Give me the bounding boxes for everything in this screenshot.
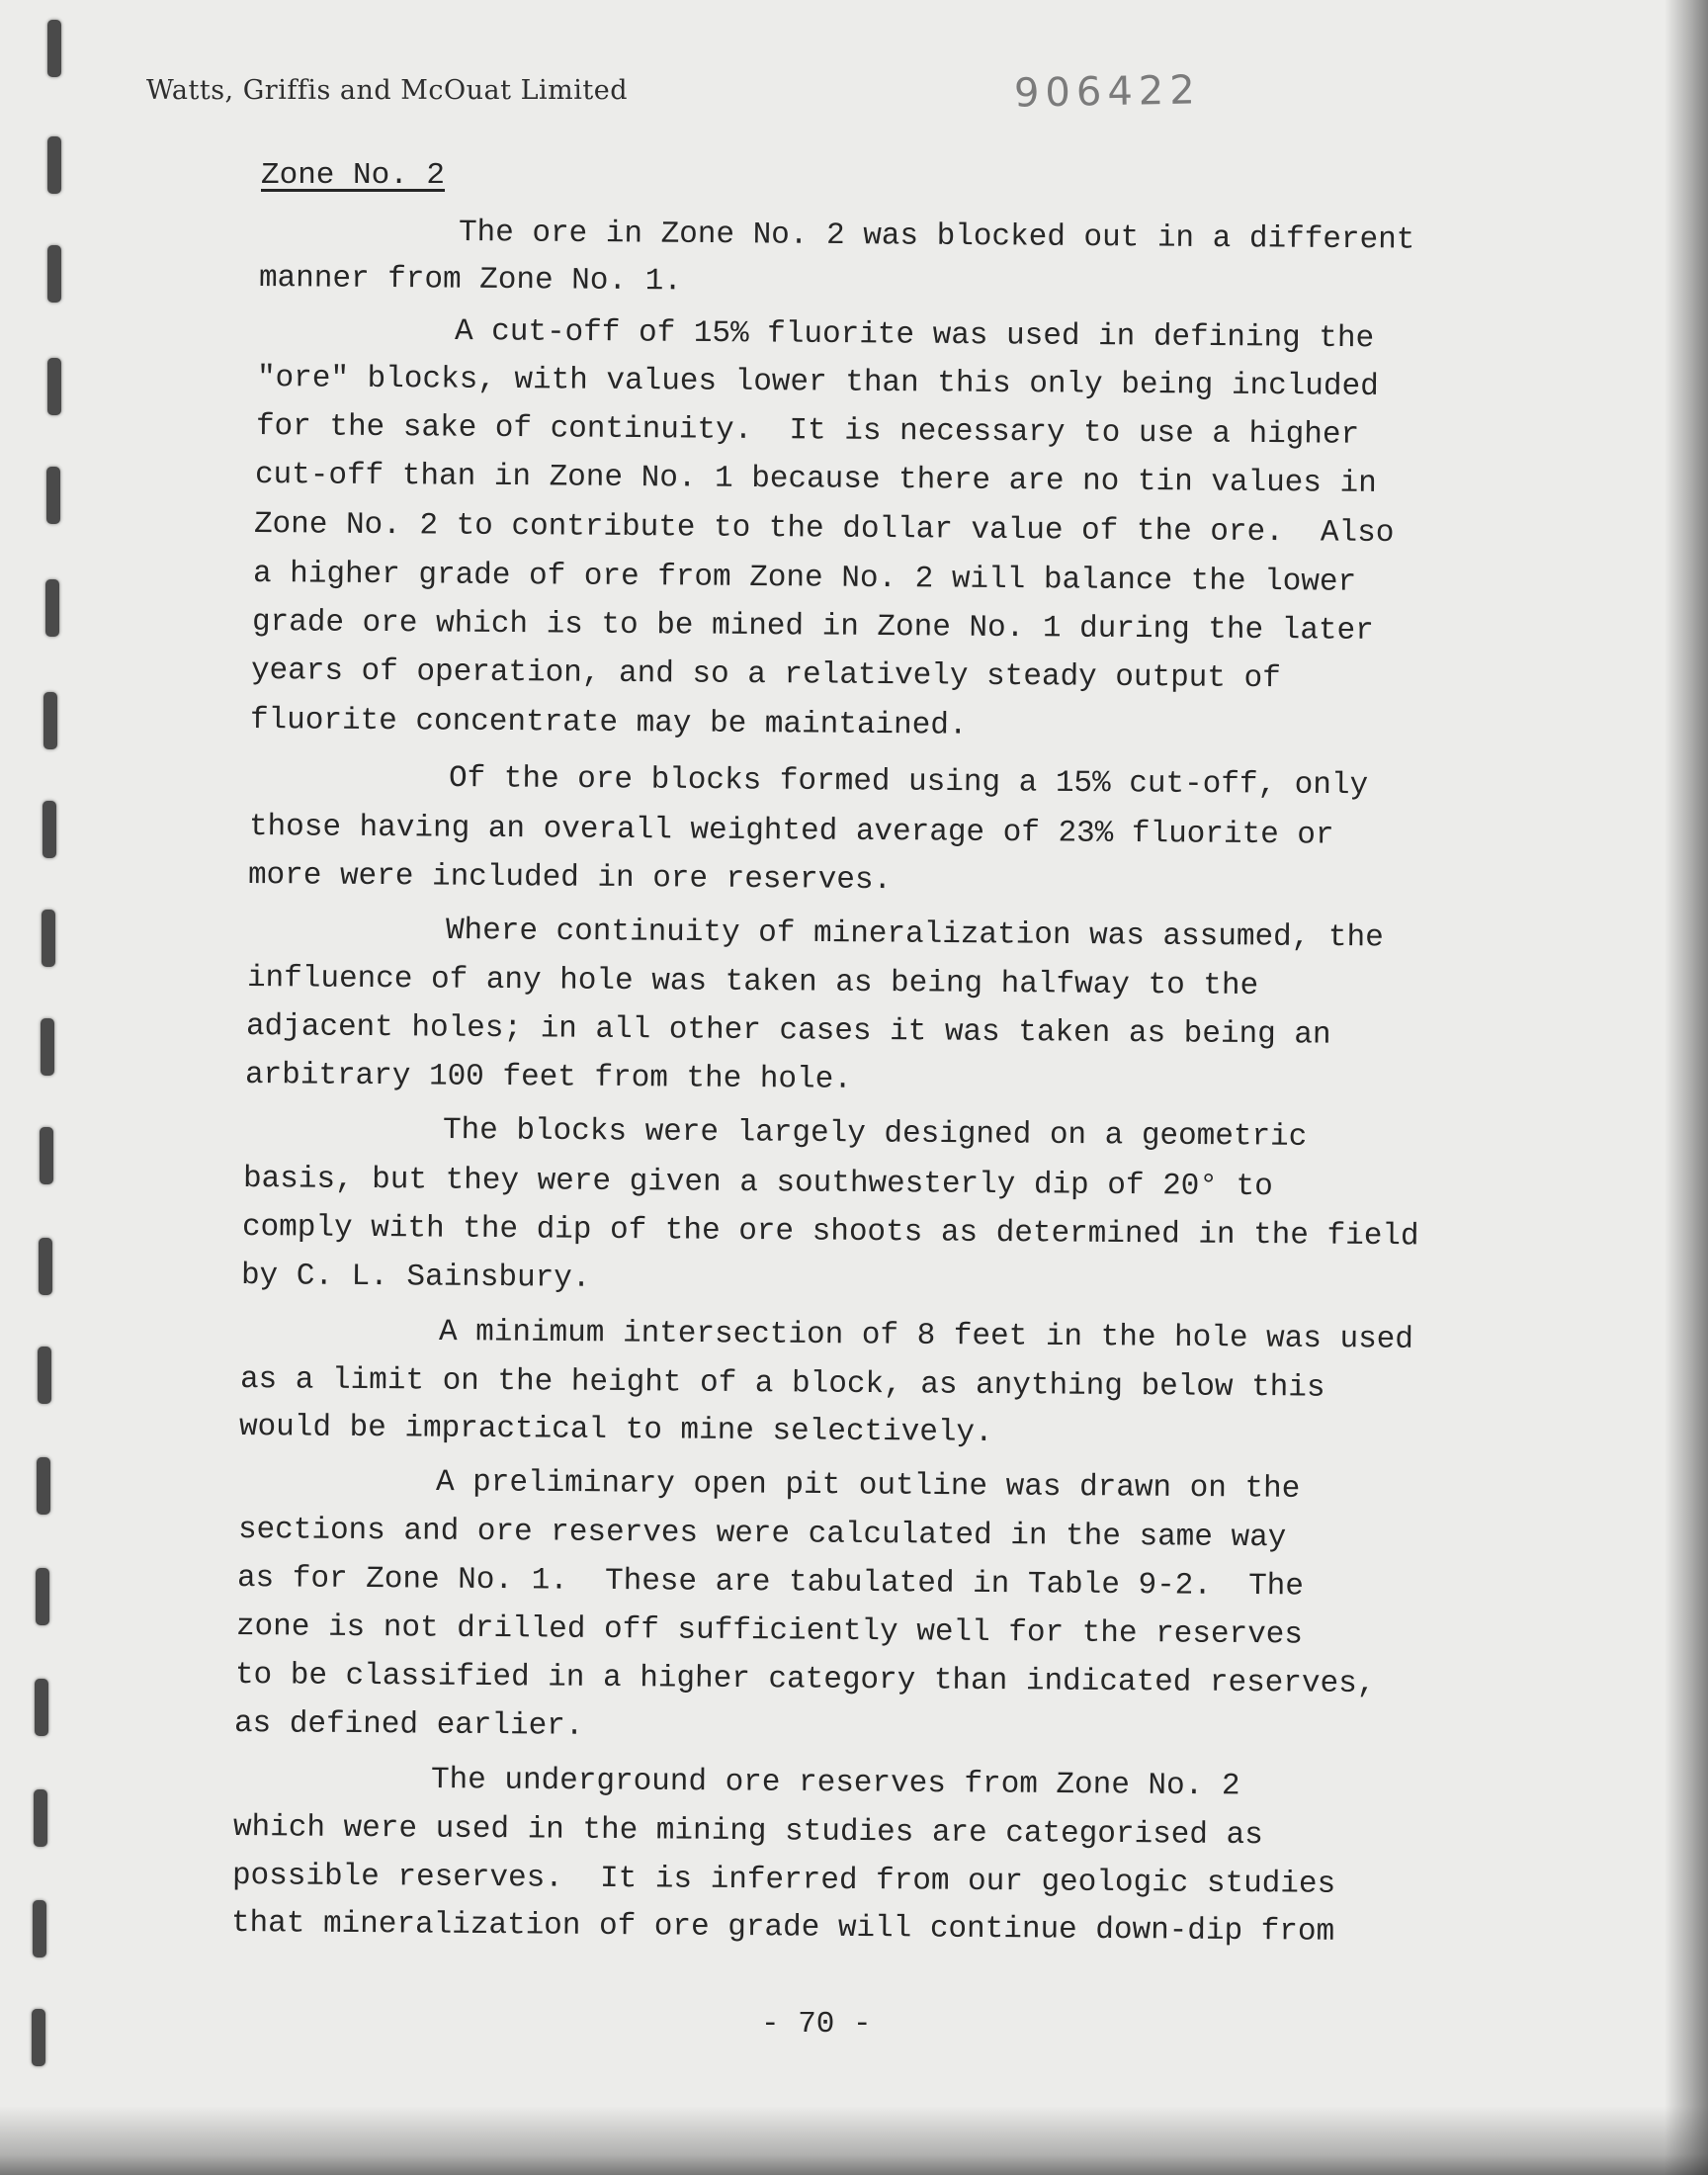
paragraph-line: adjacent holes; in all other cases it was taken as being an bbox=[245, 1009, 1331, 1053]
paragraph-line: "ore" blocks, with values lower than this only being included bbox=[256, 361, 1379, 404]
paragraph-line: Zone No. 2 to contribute to the dollar value of the ore. Also bbox=[253, 507, 1395, 552]
paragraph-line: influence of any hole was taken as being halfway to the bbox=[246, 961, 1259, 1004]
paragraph-line: The blocks were largely designed on a geometric bbox=[442, 1113, 1308, 1155]
paragraph-line: would be impractical to mine selectively. bbox=[238, 1410, 993, 1450]
paragraph-line: as a limit on the height of a block, as anything below this bbox=[239, 1362, 1325, 1406]
file-number-stamp: 906422 bbox=[1013, 67, 1202, 117]
paragraph-line: possible reserves. It is inferred from our geologic studies bbox=[231, 1859, 1336, 1902]
paragraph-line: those having an overall weighted average of 23% fluorite or bbox=[248, 810, 1334, 853]
paragraph-line: more were included in ore reserves. bbox=[247, 858, 893, 899]
paragraph-line: comply with the dip of the ore shoots as determined in the field bbox=[241, 1210, 1419, 1255]
paragraph-line: years of operation, and so a relatively steady output of bbox=[250, 653, 1281, 697]
paragraph-line: arbitrary 100 feet from the hole. bbox=[244, 1058, 853, 1097]
paragraph-line: which were used in the mining studies are categorised as bbox=[232, 1810, 1263, 1854]
paragraph-line: The underground ore reserves from Zone No. 2 bbox=[430, 1763, 1240, 1804]
paragraph-line: as defined earlier. bbox=[233, 1706, 584, 1744]
paragraph-line: Of the ore blocks formed using a 15% cut-off, only bbox=[448, 761, 1369, 804]
paragraph-line: for the sake of continuity. It is necessary to use a higher bbox=[255, 409, 1360, 453]
paragraph-line: to be classified in a higher category than indicated reserves, bbox=[234, 1658, 1376, 1702]
paragraph-line: basis, but they were given a southwesterly dip of 20° to bbox=[242, 1162, 1273, 1205]
paragraph-line: grade ore which is to be mined in Zone No. 1 during the later bbox=[251, 605, 1374, 649]
paragraph-line: as for Zone No. 1. These are tabulated in Table 9-2. The bbox=[236, 1561, 1305, 1605]
paragraph-line: A cut-off of 15% fluorite was used in defining the bbox=[454, 314, 1375, 357]
paragraph-line: A preliminary open pit outline was drawn on the bbox=[435, 1465, 1301, 1507]
paragraph-line: manner from Zone No. 1. bbox=[258, 261, 682, 300]
letterhead: Watts, Griffis and McOuat Limited bbox=[146, 75, 628, 106]
paragraph-line: Where continuity of mineralization was assumed, the bbox=[445, 914, 1384, 956]
paragraph-line: by C. L. Sainsbury. bbox=[240, 1259, 591, 1296]
paragraph-line: A minimum intersection of 8 feet in the hole was used bbox=[438, 1315, 1414, 1357]
paragraph-line: that mineralization of ore grade will continue down-dip from bbox=[230, 1906, 1335, 1950]
section-heading: Zone No. 2 bbox=[261, 158, 446, 193]
paragraph-line: a higher grade of ore from Zone No. 2 will balance the lower bbox=[252, 557, 1357, 600]
paragraph-line: cut-off than in Zone No. 1 because there are no tin values in bbox=[254, 458, 1377, 501]
page-number: - 70 - bbox=[761, 2007, 872, 2042]
paragraph-line: sections and ore reserves were calculated in the same way bbox=[237, 1513, 1287, 1556]
paragraph-line: The ore in Zone No. 2 was blocked out in a different bbox=[458, 216, 1415, 258]
paragraph-line: fluorite concentrate may be maintained. bbox=[249, 703, 968, 743]
paragraph-line: zone is not drilled off sufficiently well for the reserves bbox=[235, 1610, 1304, 1653]
